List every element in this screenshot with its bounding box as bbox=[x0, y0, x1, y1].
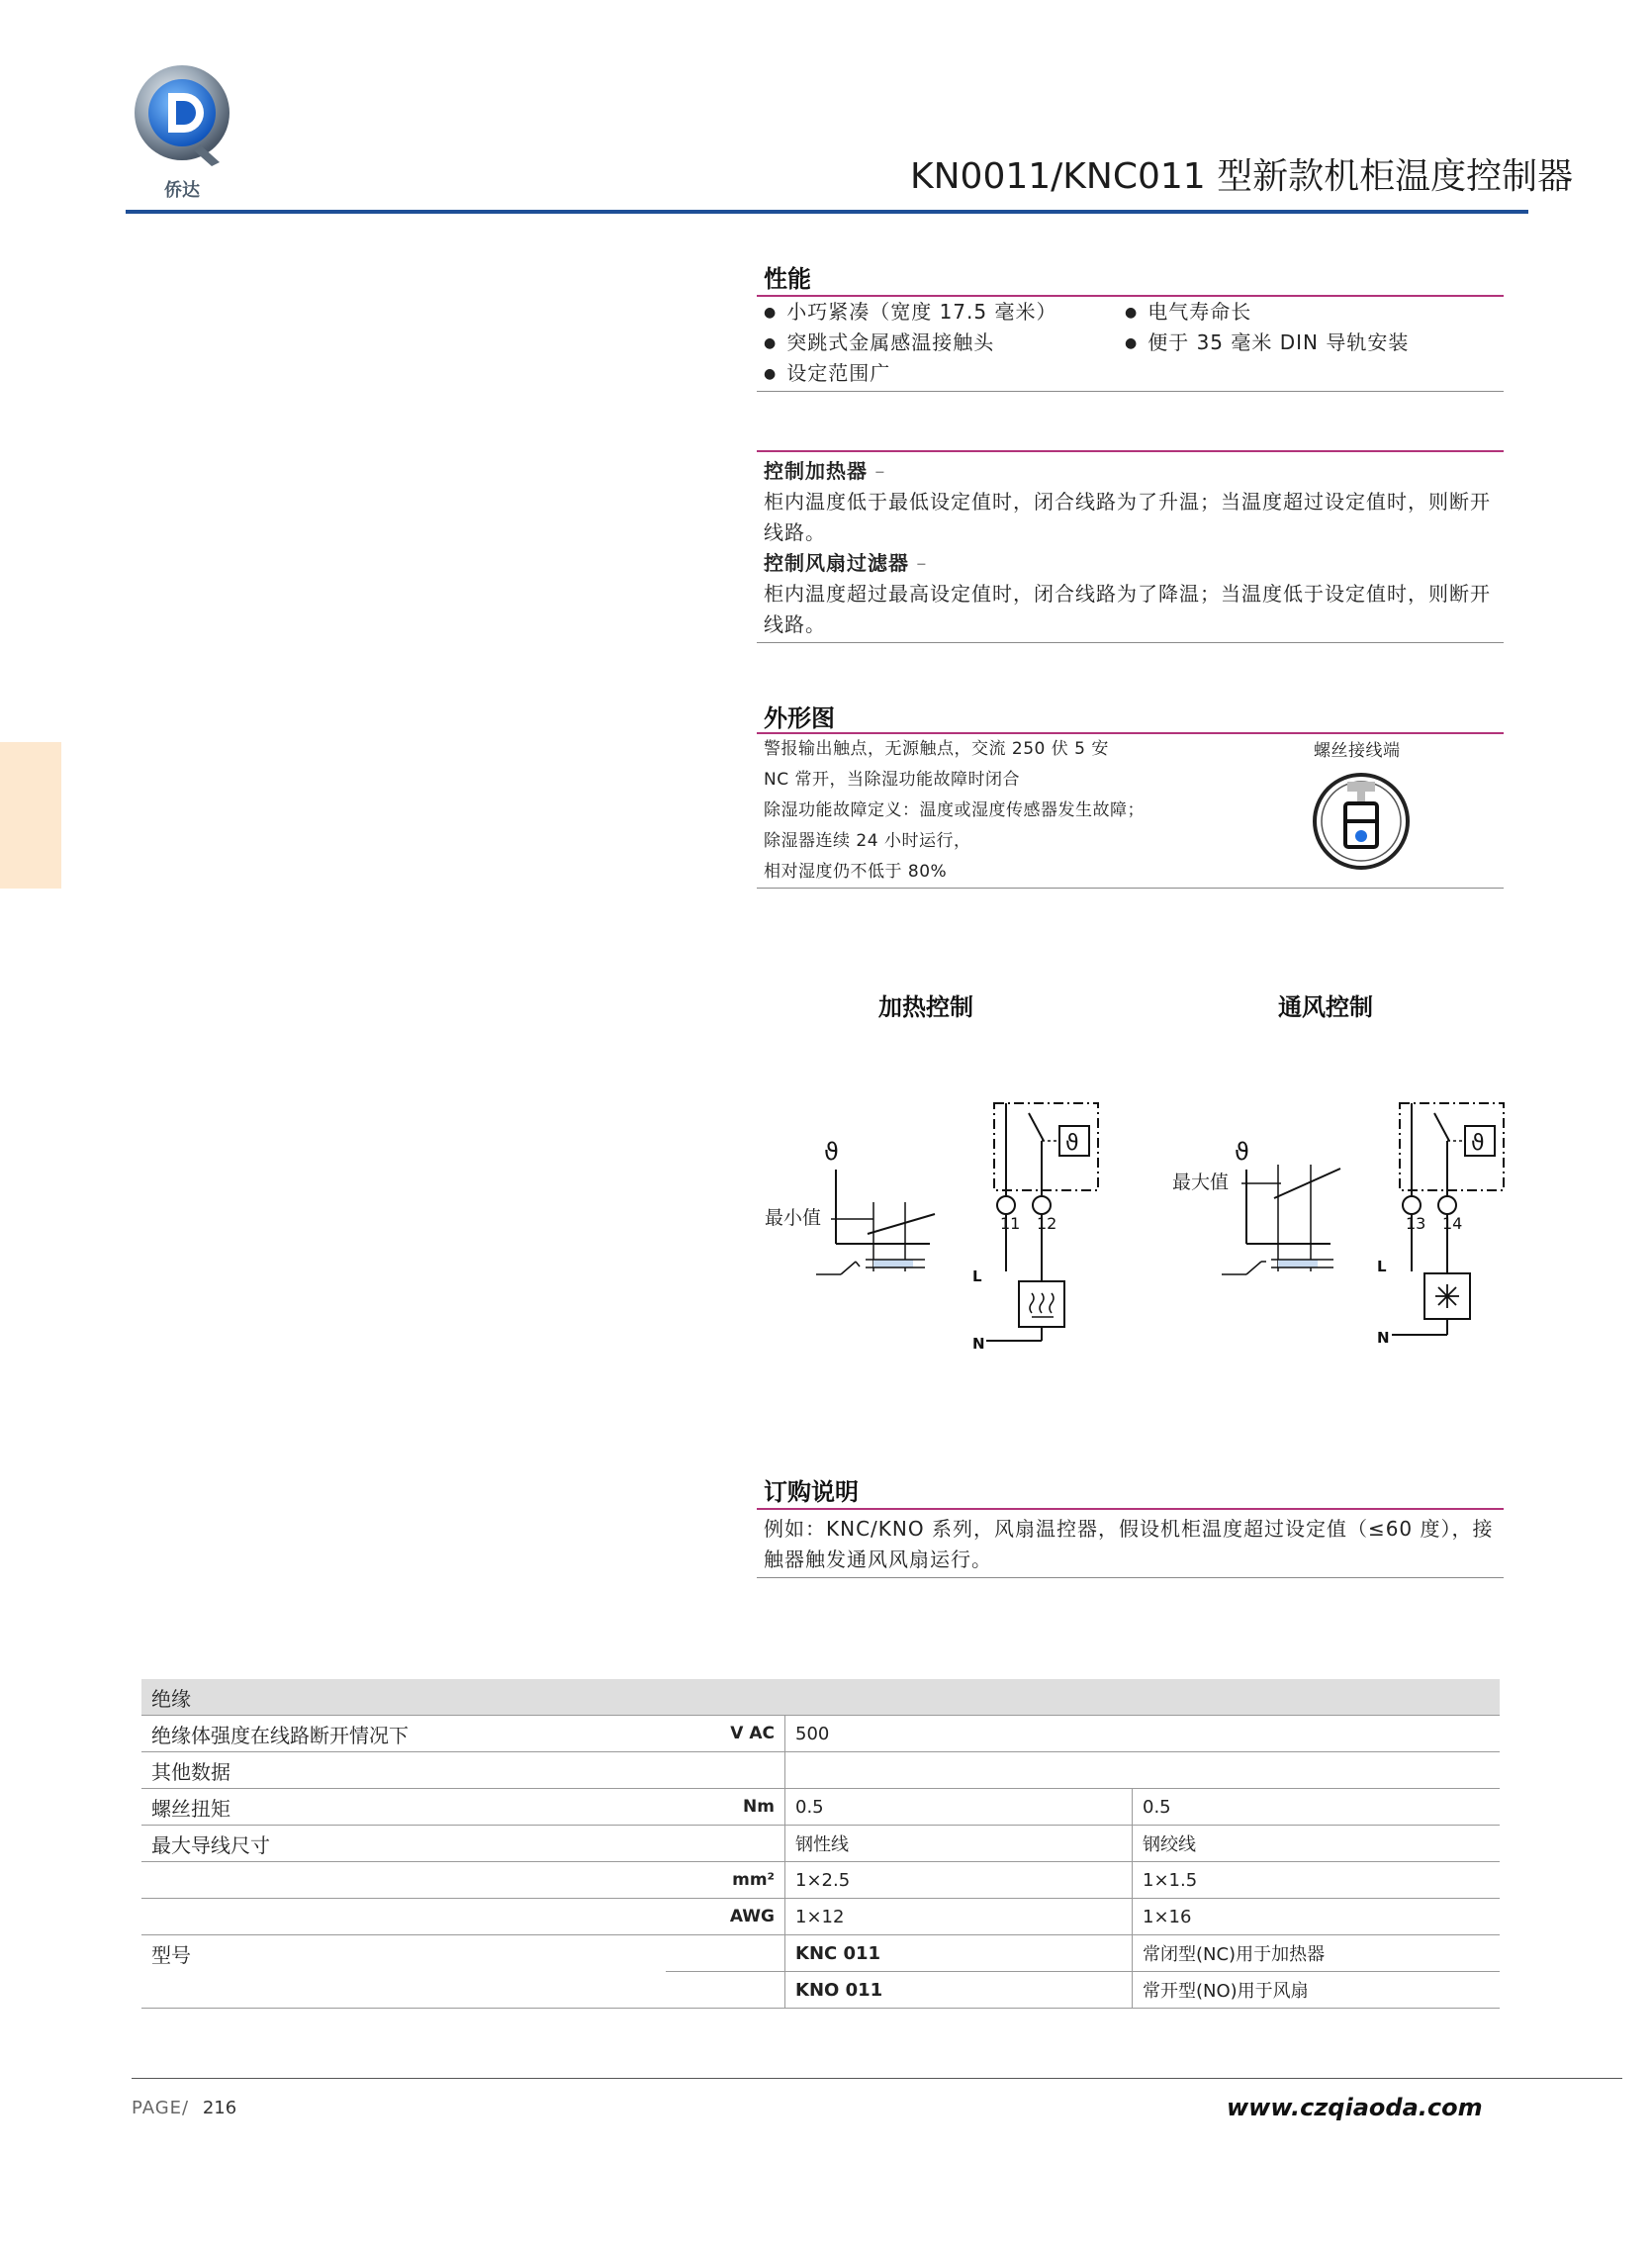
fan-dash: – bbox=[909, 551, 928, 575]
model-code: KNO 011 bbox=[785, 1972, 1133, 2009]
insulation-header: 绝缘 bbox=[141, 1679, 1500, 1716]
heater-label: 控制加热器 bbox=[764, 459, 868, 483]
feature-item: ● 电气寿命长 bbox=[1125, 297, 1251, 330]
sensor-theta-symbol: ϑ bbox=[1065, 1131, 1079, 1156]
model-description: 常开型(NO)用于风扇 bbox=[1133, 1972, 1501, 2009]
theta-symbol: ϑ bbox=[1235, 1138, 1249, 1166]
table-row bbox=[141, 1789, 1500, 1826]
ordering-text: 例如：KNC/KNO 系列，风扇温控器，假设机柜温度超过设定值（≤60 度），接触器触发通风风扇运行。 bbox=[764, 1517, 1494, 1571]
outline-heading: 外形图 bbox=[764, 704, 835, 732]
website-url[interactable]: www.czqiaoda.com bbox=[1227, 2094, 1483, 2121]
max-value-label: 最大值 bbox=[1172, 1172, 1230, 1193]
feature-item: ● 设定范围广 bbox=[764, 358, 890, 392]
outline-line: 除湿功能故障定义：温度或湿度传感器发生故障； bbox=[764, 800, 1145, 820]
row-value: 0.5 bbox=[785, 1789, 1133, 1826]
ordering-bottom-rule bbox=[757, 1577, 1504, 1578]
terminal-number: 11 bbox=[1000, 1214, 1021, 1233]
outline-line: 除湿器连续 24 小时运行， bbox=[764, 831, 971, 851]
sensor-theta-symbol: ϑ bbox=[1471, 1131, 1485, 1156]
feature-item: ● 突跳式金属感温接触头 bbox=[764, 328, 994, 361]
table-row bbox=[141, 1862, 1500, 1899]
heating-wiring-diagram bbox=[757, 1093, 1103, 1351]
control-section bbox=[764, 456, 1501, 640]
footer-rule bbox=[132, 2078, 1622, 2079]
table-row bbox=[141, 1679, 1500, 1716]
screw-terminal-icon bbox=[1308, 772, 1417, 871]
terminal-label: 螺丝接线端 bbox=[1314, 741, 1401, 761]
table-row bbox=[141, 1899, 1500, 1935]
row-unit: mm² bbox=[666, 1862, 785, 1899]
terminal-number: 14 bbox=[1442, 1214, 1463, 1233]
row-label: 其他数据 bbox=[141, 1752, 666, 1789]
page-number-value: 216 bbox=[202, 2098, 237, 2118]
terminal-number: 12 bbox=[1037, 1214, 1057, 1233]
table-row bbox=[141, 1716, 1500, 1752]
row-value: 1×12 bbox=[785, 1899, 1133, 1935]
row-value: 0.5 bbox=[1133, 1789, 1501, 1826]
heater-description: 柜内温度低于最低设定值时，闭合线路为了升温；当温度超过设定值时，则断开线路。 bbox=[764, 490, 1491, 544]
ordering-rule bbox=[757, 1508, 1504, 1510]
feature-item: ● 便于 35 毫米 DIN 导轨安装 bbox=[1125, 328, 1409, 361]
row-value: 钢绞线 bbox=[1133, 1826, 1501, 1862]
table-row bbox=[141, 1752, 1500, 1789]
row-label: 型号 bbox=[151, 1942, 191, 1967]
company-logo bbox=[131, 63, 241, 202]
document-title: KN0011/KNC011 型新款机柜温度控制器 bbox=[910, 156, 1574, 197]
row-label: 螺丝扭矩 bbox=[141, 1789, 666, 1826]
cooling-diagram-title: 通风控制 bbox=[1278, 993, 1373, 1021]
row-unit: V AC bbox=[666, 1716, 785, 1752]
fan-description: 柜内温度超过最高设定值时，闭合线路为了降温；当温度低于设定值时，则断开线路。 bbox=[764, 582, 1491, 636]
features-bottom-rule bbox=[757, 391, 1504, 392]
line-L-label: L bbox=[972, 1267, 982, 1285]
table-row bbox=[141, 1826, 1500, 1862]
outline-lines bbox=[764, 734, 1318, 888]
spec-table bbox=[141, 1679, 1500, 2009]
cooling-wiring-diagram bbox=[1157, 1093, 1514, 1351]
page-label: PAGE/ bbox=[132, 2098, 190, 2118]
control-rule bbox=[757, 450, 1504, 452]
theta-symbol: ϑ bbox=[824, 1138, 839, 1166]
table-row bbox=[141, 1935, 1500, 1972]
ordering-heading: 订购说明 bbox=[764, 1478, 859, 1506]
side-tab bbox=[0, 742, 61, 889]
row-value: 钢性线 bbox=[785, 1826, 1133, 1862]
header-rule bbox=[126, 210, 1528, 214]
heater-dash: – bbox=[868, 459, 886, 483]
row-unit: Nm bbox=[666, 1789, 785, 1826]
terminal-number: 13 bbox=[1406, 1214, 1426, 1233]
row-value: 1×1.5 bbox=[1133, 1862, 1501, 1899]
row-value: 1×2.5 bbox=[785, 1862, 1133, 1899]
model-description: 常闭型(NC)用于加热器 bbox=[1133, 1935, 1501, 1972]
line-N-label: N bbox=[1377, 1329, 1390, 1347]
min-value-label: 最小值 bbox=[765, 1207, 822, 1229]
feature-item: ● 小巧紧凑（宽度 17.5 毫米） bbox=[764, 297, 1056, 330]
outline-line: NC 常开，当除湿功能故障时闭合 bbox=[764, 770, 1020, 790]
row-unit: AWG bbox=[666, 1899, 785, 1935]
control-bottom-rule bbox=[757, 642, 1504, 643]
svg-text:侨达: 侨达 bbox=[164, 180, 200, 201]
heating-diagram-title: 加热控制 bbox=[878, 993, 973, 1021]
outline-bottom-rule bbox=[757, 888, 1504, 889]
row-value: 500 bbox=[785, 1716, 1501, 1752]
row-label: 最大导线尺寸 bbox=[141, 1826, 666, 1862]
line-L-label: L bbox=[1377, 1258, 1387, 1275]
row-value: 1×16 bbox=[1133, 1899, 1501, 1935]
line-N-label: N bbox=[972, 1335, 985, 1351]
model-code: KNC 011 bbox=[785, 1935, 1133, 1972]
outline-line: 相对湿度仍不低于 80% bbox=[764, 862, 948, 882]
features-heading: 性能 bbox=[764, 265, 811, 293]
fan-label: 控制风扇过滤器 bbox=[764, 551, 909, 575]
page-number bbox=[132, 2098, 236, 2118]
row-label: 绝缘体强度在线路断开情况下 bbox=[141, 1716, 666, 1752]
table-row bbox=[141, 1972, 1500, 2009]
outline-line: 警报输出触点，无源触点，交流 250 伏 5 安 bbox=[764, 739, 1109, 759]
